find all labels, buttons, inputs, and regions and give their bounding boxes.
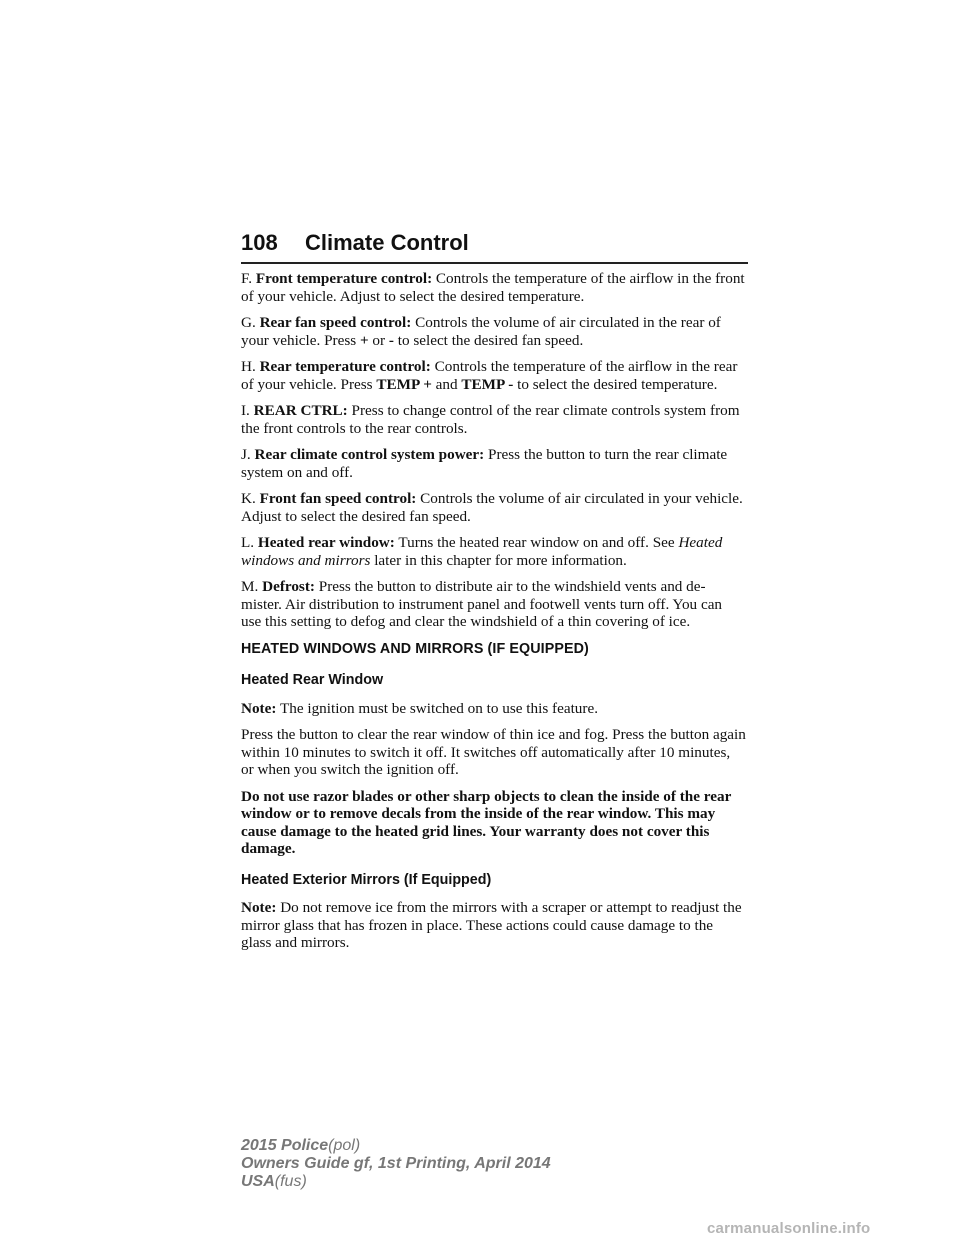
item-text: to select the desired temperature. (517, 375, 718, 393)
note-label: Note: (241, 899, 277, 916)
item-text: Controls the volume of air circulated in your vehicle. Adjust to select the desired fan speed. (241, 490, 743, 525)
item-i (241, 402, 746, 437)
item-g (241, 314, 746, 349)
footer-line-1 (241, 1137, 551, 1155)
item-text: Press the button to turn the rear climate system on and off. (241, 446, 728, 481)
note-text: Do not remove ice from the mirrors with a scraper or attempt to readjust the mirror glass that has frozen in place. These actions could cause damage to the glass and mirrors. (241, 899, 742, 951)
item-text: and (435, 375, 458, 393)
footer-market-code: (fus) (274, 1173, 307, 1190)
site-watermark: carmanualsonline.info (707, 1220, 871, 1237)
item-letter: K. (241, 490, 256, 507)
page-footer (241, 1137, 551, 1191)
note-label: Note: (241, 699, 277, 717)
subsection-heading-rear-window: Heated Rear Window (241, 672, 384, 688)
key-minus: - (388, 331, 394, 349)
item-text: Press the button to distribute air to the windshield vents and de-mister. Air distribution to instrument panel and footwell vents turn off. You can use this setting to defog and clear the windshield of a thin covering of ice. (241, 578, 723, 630)
item-label: Heated rear window: (257, 534, 395, 551)
item-l (241, 534, 746, 569)
item-k (241, 490, 746, 525)
item-f (241, 270, 746, 305)
item-text: Press to change control of the rear climate controls system from the front controls to the rear controls. (241, 402, 740, 437)
subsection-heading-mirrors: Heated Exterior Mirrors (If Equipped) (241, 871, 492, 888)
item-j (241, 446, 746, 481)
mirrors-note (241, 899, 746, 952)
item-letter: F. (241, 270, 253, 287)
rear-window-paragraph: Press the button to clear the rear window of thin ice and fog. Press the button again within 10 minutes to switch it off. It switches off automatically after 10 minutes, or when you switch the ignition off. (241, 726, 746, 778)
footer-line-2: Owners Guide gf, 1st Printing, April 2014 (241, 1155, 551, 1172)
item-label: Rear fan speed control: (259, 314, 412, 331)
item-label: Rear climate control system power: (254, 446, 485, 463)
item-letter: L. (241, 534, 255, 551)
item-label: Defrost: (262, 578, 315, 595)
footer-line-3 (241, 1173, 551, 1191)
key-temp-plus: TEMP + (376, 375, 432, 393)
item-label: REAR CTRL: (253, 402, 348, 419)
item-letter: G. (241, 314, 256, 331)
footer-market: USA (241, 1173, 275, 1190)
rear-window-note (241, 700, 746, 718)
item-label: Front fan speed control: (259, 490, 417, 507)
item-m (241, 578, 746, 631)
item-text: to select the desired fan speed. (397, 331, 584, 349)
item-letter: M. (241, 578, 259, 595)
footer-model-code: (pol) (328, 1137, 361, 1154)
chapter-title: Climate Control (305, 230, 469, 255)
item-letter: J. (241, 446, 251, 463)
item-h (241, 358, 746, 393)
rear-window-warning: Do not use razor blades or other sharp objects to clean the inside of the rear window or to remove decals from the inside of the rear window. This may cause damage to the heated grid lines. Your warranty does not cover this damage. (241, 787, 732, 857)
footer-model: 2015 Police (241, 1137, 329, 1154)
item-label: Front temperature control: (255, 270, 433, 287)
item-text: Controls the temperature of the airflow in the rear of your vehicle. Press (241, 358, 738, 393)
item-text: Controls the volume of air circulated in the rear of your vehicle. Press (241, 314, 721, 349)
item-letter: H. (241, 358, 256, 375)
item-letter: I. (241, 402, 250, 419)
item-label: Rear temperature control: (259, 358, 431, 375)
item-text: Controls the temperature of the airflow in the front of your vehicle. Adjust to select the desired temperature. (241, 270, 745, 305)
item-text: or (372, 331, 386, 349)
item-text: later in this chapter for more information. (374, 551, 627, 569)
page-number: 108 (241, 230, 278, 255)
key-plus: + (359, 331, 369, 349)
note-text: The ignition must be switched on to use this feature. (279, 699, 598, 717)
section-heading: HEATED WINDOWS AND MIRRORS (IF EQUIPPED) (241, 640, 589, 657)
page-body (241, 270, 746, 961)
cross-reference: Heated windows and mirrors (241, 534, 723, 569)
page-header (241, 228, 748, 264)
key-temp-minus: TEMP - (461, 375, 514, 393)
item-text: Turns the heated rear window on and off. See (398, 534, 675, 551)
